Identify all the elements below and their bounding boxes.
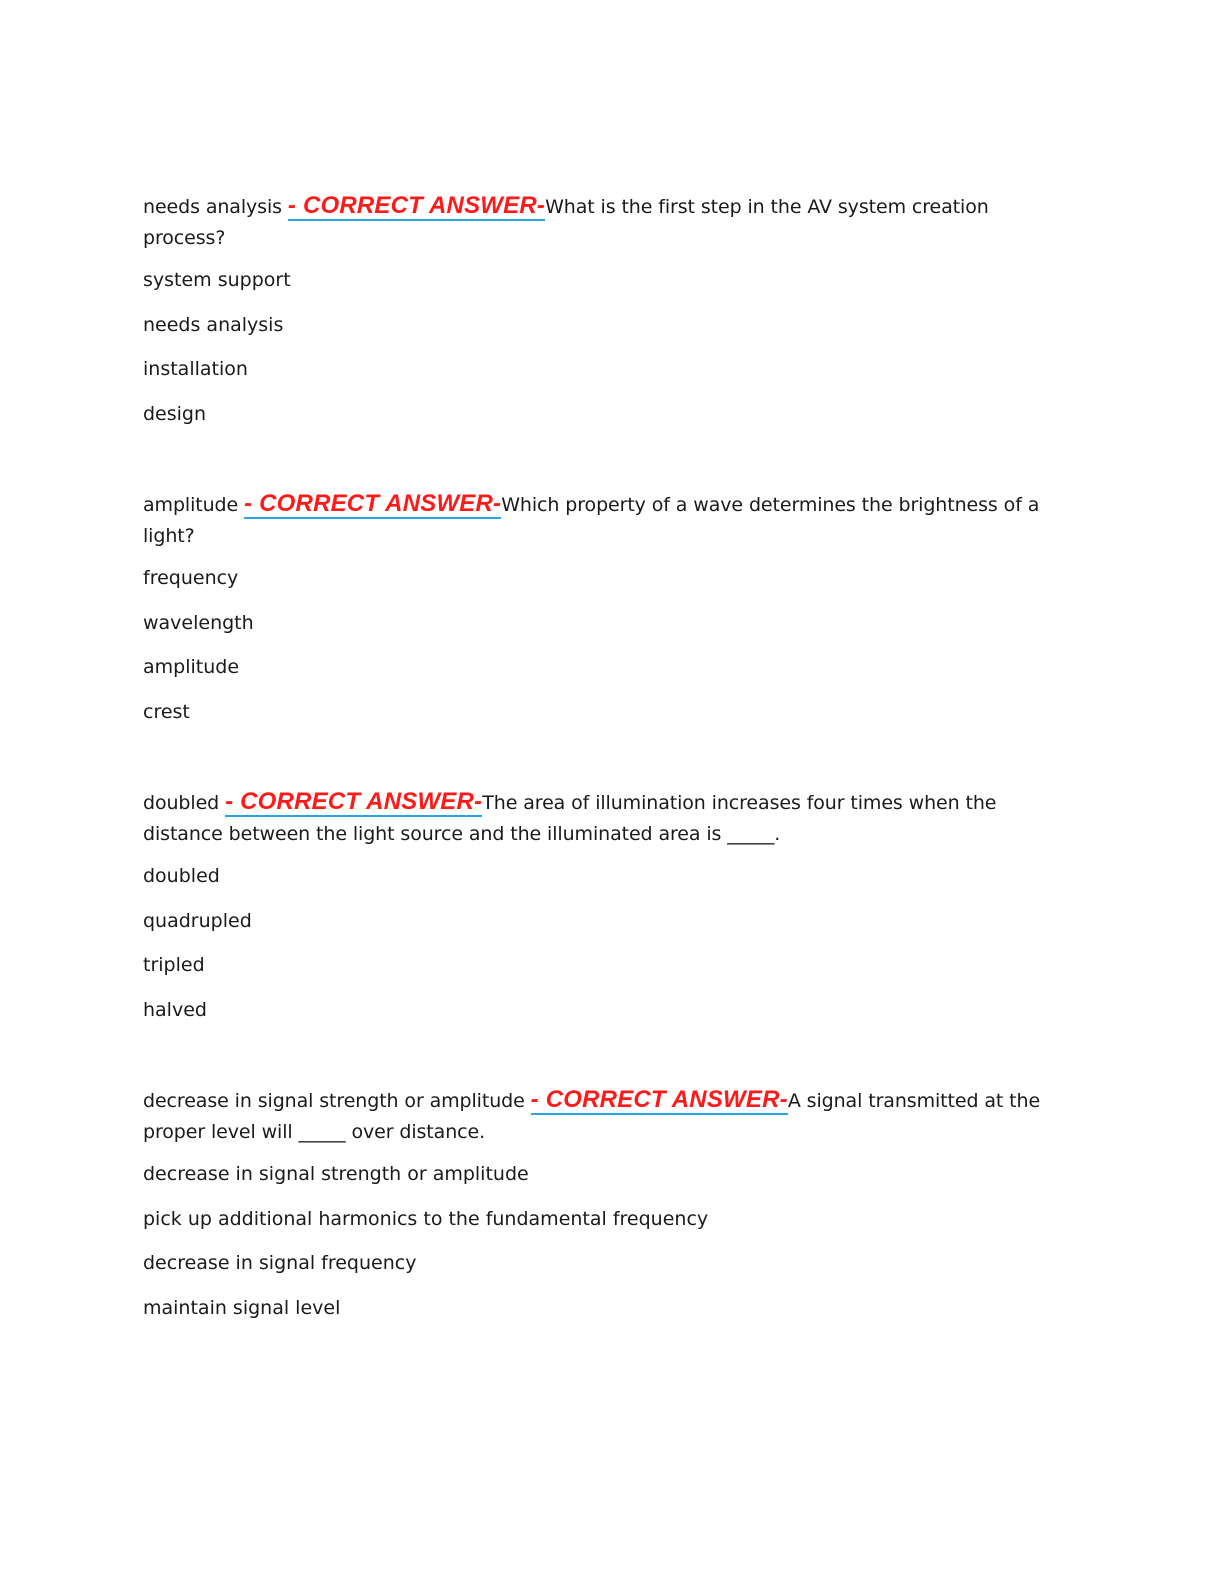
option-item: pick up additional harmonics to the fundamental frequency xyxy=(143,1207,709,1230)
question-line xyxy=(143,1084,1073,1148)
answer-text: needs analysis xyxy=(143,196,282,218)
option-item: maintain signal level xyxy=(143,1296,341,1319)
option-item: installation xyxy=(143,358,248,380)
option-item: needs analysis xyxy=(143,313,284,336)
correct-answer-marker: - CORRECT ANSWER- xyxy=(287,192,546,219)
options-list xyxy=(143,1161,1073,1321)
document-page xyxy=(143,190,1073,1339)
option-item: decrease in signal strength or amplitude xyxy=(143,1163,529,1185)
option-item: decrease in signal frequency xyxy=(143,1252,417,1274)
correct-answer-marker: - CORRECT ANSWER- xyxy=(225,788,483,815)
option-item: wavelength xyxy=(143,611,254,634)
option-item: halved xyxy=(143,998,207,1021)
question-line xyxy=(143,786,1073,850)
answer-text: decrease in signal strength or amplitude xyxy=(143,1090,525,1112)
question-text: Which property of a wave determines the brightness of a light? xyxy=(143,494,1040,547)
question-block-2 xyxy=(143,488,1073,725)
answer-text: doubled xyxy=(143,792,220,814)
question-block-4 xyxy=(143,1084,1073,1321)
option-item: system support xyxy=(143,269,291,291)
options-list xyxy=(143,267,1073,427)
option-item: frequency xyxy=(143,567,239,589)
section-spacer xyxy=(143,743,1073,786)
options-list xyxy=(143,565,1073,725)
question-text: What is the first step in the AV system creation process? xyxy=(143,196,989,249)
question-line xyxy=(143,488,1073,552)
correct-answer-marker: - CORRECT ANSWER- xyxy=(530,1086,788,1113)
answer-text: amplitude xyxy=(143,494,239,516)
question-line xyxy=(143,190,1073,254)
option-item: design xyxy=(143,402,207,425)
question-text: The area of illumination increases four times when the distance between the light source and the illuminated area is _____. xyxy=(143,792,997,845)
correct-answer-marker: - CORRECT ANSWER- xyxy=(244,490,502,517)
question-text: A signal transmitted at the proper level will _____ over distance. xyxy=(143,1090,1041,1143)
question-block-1 xyxy=(143,190,1073,427)
option-item: doubled xyxy=(143,865,220,887)
section-spacer xyxy=(143,445,1073,488)
option-item: tripled xyxy=(143,954,205,976)
option-item: amplitude xyxy=(143,656,240,678)
question-block-3 xyxy=(143,786,1073,1023)
section-spacer xyxy=(143,1041,1073,1084)
options-list xyxy=(143,863,1073,1023)
option-item: crest xyxy=(143,700,190,723)
option-item: quadrupled xyxy=(143,909,252,932)
